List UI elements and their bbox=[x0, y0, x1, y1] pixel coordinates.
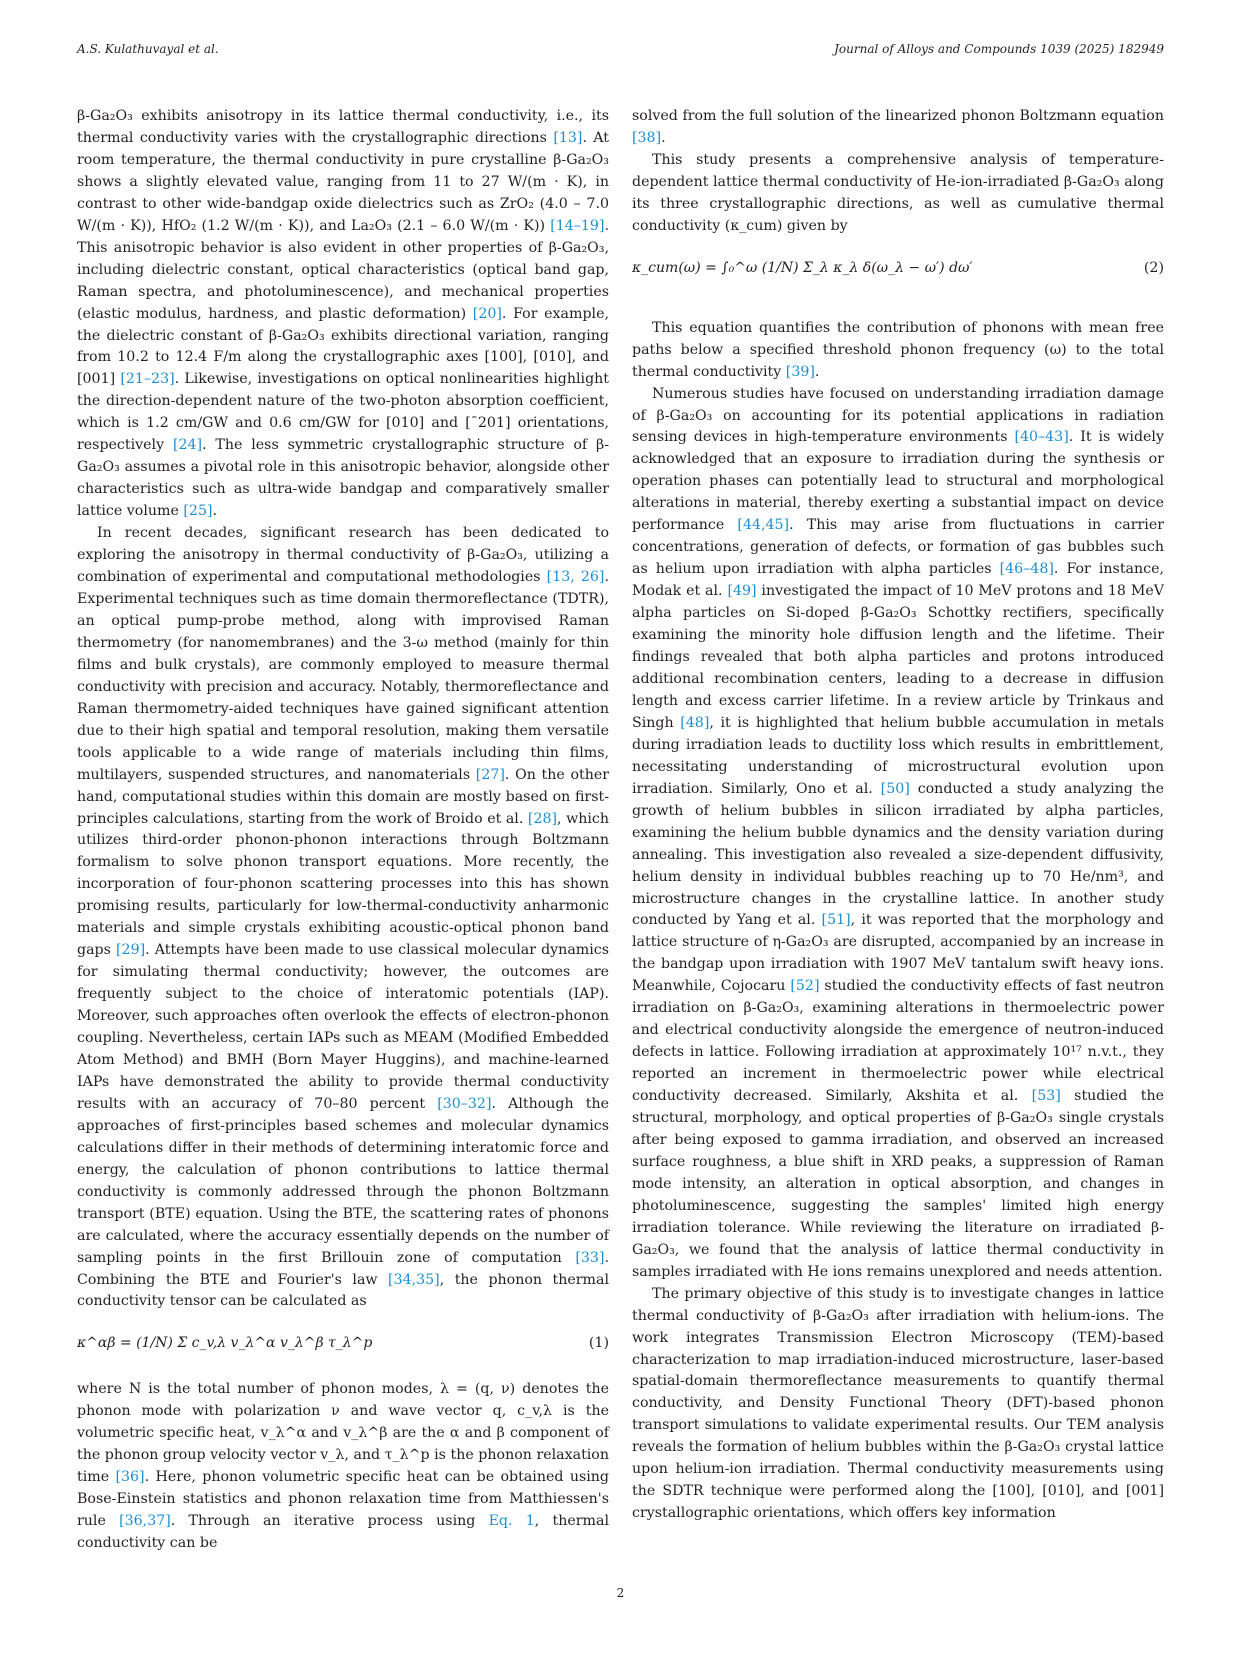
citation-link[interactable]: [50] bbox=[880, 780, 910, 797]
citation-link[interactable]: [39] bbox=[785, 363, 815, 380]
left-paragraph-1: β-Ga₂O₃ exhibits anisotropy in its lattice thermal conductivity, i.e., its thermal conductivity varies with the crystallographic directions [13]. At room temperature, the thermal conductivity in pure crystalline β-Ga₂O₃ shows a slightly elevated value, ranging from 11 to 27 W/(m · K), in contrast to other wide-bandgap oxide dielectrics such as ZrO₂ (4.0 – 7.0 W/(m · K)), HfO₂ (1.2 W/(m · K)), and La₂O₃ (2.1 – 6.0 W/(m · K)) [14–19]. This anisotropic behavior is also evident in other properties of β-Ga₂O₃, including dielectric constant, optical characteristics (optical band gap, Raman spectra, and photoluminescence), and mechanical properties (elastic modulus, hardness, and plastic deformation) [20]. For example, the dielectric constant of β-Ga₂O₃ exhibits directional variation, ranging from 10.2 to 12.4 F/m along the crystallographic axes [100], [010], and [001] [21–23]. Likewise, investigations on optical nonlinearities highlight the direction-dependent nature of the two-photon absorption coefficient, which is 1.2 cm/GW and 0.6 cm/GW for [010] and [¯201] orientations, respectively [24]. The less symmetric crystallographic structure of β-Ga₂O₃ assumes a pivotal role in this anisotropic behavior, alongside other characteristics such as ultra-wide bandgap and comparatively smaller lattice volume [25]. bbox=[77, 108, 610, 520]
citation-link[interactable]: [44,45] bbox=[737, 517, 790, 534]
equation-2-expression: κ_cum(ω) = ∫₀^ω (1/N) Σ_λ κ_λ δ(ω_λ − ω′) dω′ bbox=[632, 259, 973, 276]
citation-link[interactable]: [51] bbox=[821, 912, 851, 929]
citation-link[interactable]: [14–19] bbox=[550, 217, 605, 234]
citation-link[interactable]: [13, 26] bbox=[546, 569, 605, 586]
citation-link[interactable]: [24] bbox=[172, 437, 203, 454]
citation-link[interactable]: [46–48] bbox=[999, 561, 1054, 578]
citation-link[interactable]: [53] bbox=[1031, 1088, 1061, 1105]
header-authors: A.S. Kulathuvayal et al. bbox=[77, 42, 219, 56]
citation-link[interactable]: [20] bbox=[472, 305, 502, 322]
citation-link[interactable]: [49] bbox=[727, 583, 757, 600]
citation-link[interactable]: [33] bbox=[575, 1249, 605, 1266]
citation-link[interactable]: [29] bbox=[116, 942, 146, 959]
page-number: 2 bbox=[616, 1586, 625, 1600]
left-paragraph-3: where N is the total number of phonon modes, λ = (q, ν) denotes the phonon mode with polarization ν and wave vector q, c_v,λ is the volumetric specific heat, v_λ^α and v_λ^β are the α and β component of the phonon group velocity vector v_λ, and τ_λ^p is the phonon relaxation time [36]. Here, phonon volumetric specific heat can be obtained using Bose-Einstein statistics and phonon relaxation time from Matthiessen's rule [36,37]. Through an iterative process using Eq. 1, thermal conductivity can be bbox=[77, 1381, 609, 1552]
citation-link[interactable]: [34,35] bbox=[388, 1271, 440, 1288]
left-paragraph-2: In recent decades, significant research has been dedicated to exploring the anisotropy in thermal conductivity of β-Ga₂O₃, utilizing a combination of experimental and computational methodologies [13, 26]. Experimental techniques such as time domain thermoreflectance (TDTR), an optical pump-probe method, along with improvised Raman thermometry (for nanomembranes) and the 3-ω method (mainly for thin films and bulk crystals), are commonly employed to measure thermal conductivity with precision and accuracy. Notably, thermoreflectance and Raman thermometry-aided techniques have gained significant attention due to their high spatial and temporal resolution, making them versatile tools applicable to a wide range of materials including thin films, multilayers, suspended structures, and nanomaterials [27]. On the other hand, computational studies within this domain are mostly based on first-principles calculations, starting from the work of Broido et al. [28], which utilizes third-order phonon-phonon interactions through Boltzmann formalism to solve phonon transport equations. More recently, the incorporation of four-phonon scattering processes into this has shown promising results, particularly for low-thermal-conductivity anharmonic materials and simple crystals exhibiting acoustic-optical phonon band gaps [29]. Attempts have been made to use classical molecular dynamics for simulating thermal conductivity; however, the outcomes are frequently subject to the choice of interatomic potentials (IAP). Moreover, such approaches often overlook the effects of electron-phonon coupling. Nevertheless, certain IAPs such as MEAM (Modified Embedded Atom Method) and BMH (Born Mayer Huggins), and machine-learned IAPs have demonstrated the ability to provide thermal conductivity results with an accuracy of 70–80 percent [30–32]. Although the approaches of first-principles based schemes and molecular dynamics calculations differ in their methods of determining interatomic force and energy, the calculation of phonon contributions to lattice thermal conductivity is commonly addressed through the phonon Boltzmann transport (BTE) equation. Using the BTE, the scattering rates of phonons are calculated, where the accuracy essentially depends on the number of sampling points in the first Brillouin zone of computation [33]. Combining the BTE and Fourier's law [34,35], the phonon thermal conductivity tensor can be calculated as bbox=[77, 525, 610, 1310]
citation-link[interactable]: [28] bbox=[527, 810, 558, 827]
right-paragraph-1: solved from the full solution of the linearized phonon Boltzmann equation [38]. bbox=[632, 108, 1164, 146]
right-column bbox=[632, 106, 1164, 1525]
equation-2-number: (2) bbox=[1143, 259, 1164, 276]
equation-2 bbox=[632, 252, 1164, 302]
running-header bbox=[77, 42, 1164, 62]
equation-1-number: (1) bbox=[588, 1335, 609, 1352]
citation-link[interactable]: Eq. 1 bbox=[488, 1513, 535, 1530]
left-column bbox=[77, 106, 609, 1555]
citation-link[interactable]: [27] bbox=[475, 766, 505, 783]
citation-link[interactable]: [38] bbox=[632, 129, 662, 146]
header-journal: Journal of Alloys and Compounds 1039 (2025) 182949 bbox=[834, 42, 1164, 56]
citation-link[interactable]: [36,37] bbox=[119, 1513, 171, 1530]
citation-link[interactable]: [48] bbox=[680, 714, 710, 731]
citation-link[interactable]: [36] bbox=[115, 1469, 145, 1486]
equation-1-expression: κ^αβ = (1/N) Σ c_v,λ v_λ^α v_λ^β τ_λ^p bbox=[77, 1335, 373, 1352]
citation-link[interactable]: [30–32] bbox=[437, 1095, 492, 1112]
citation-link[interactable]: [13] bbox=[553, 129, 583, 146]
right-paragraph-3: This equation quantifies the contribution of phonons with mean free paths below a specified threshold phonon frequency (ω) to the total thermal conductivity [39]. bbox=[632, 319, 1164, 380]
right-paragraph-4: Numerous studies have focused on understanding irradiation damage of β-Ga₂O₃ on accounting for its potential applications in radiation sensing devices in high-temperature environments [40–43]. It is widely acknowledged that an exposure to irradiation during the synthesis or operation phases can potentially lead to structural and morphological alterations in material, thereby exerting a substantial impact on device performance [44,45]. This may arise from fluctuations in carrier concentrations, generation of defects, or formation of gas bubbles such as helium upon irradiation with alpha particles [46–48]. For instance, Modak et al. [49] investigated the impact of 10 MeV protons and 18 MeV alpha particles on Si-doped β-Ga₂O₃ Schottky rectifiers, specifically examining the minority hole diffusion length and the lifetime. Their findings revealed that both alpha particles and protons introduced additional recombination centers, leading to a decrease in diffusion length and excess carrier lifetime. In a review article by Trinkaus and Singh [48], it is highlighted that helium bubble accumulation in metals during irradiation leads to ductility loss which results in embrittlement, necessitating understanding of microstructural evolution upon irradiation. Similarly, Ono et al. [50] conducted a study analyzing the growth of helium bubbles in silicon irradiated by alpha particles, examining the helium bubble dynamics and the density variation during annealing. This investigation also revealed a size-dependent diffusivity, helium density in individual bubbles reaching up to 70 He/nm³, and microstructure changes in the crystalline lattice. In another study conducted by Yang et al. [51], it was reported that the morphology and lattice structure of η-Ga₂O₃ are disrupted, accompanied by an increase in the bandgap upon irradiation with 1907 MeV tantalum swift heavy ions. Meanwhile, Cojocaru [52] studied the conductivity effects of fast neutron irradiation on β-Ga₂O₃, examining alterations in thermoelectric power and electrical conductivity alongside the emergence of neutron-induced defects in lattice. Following irradiation at approximately 10¹⁷ n.v.t., they reported an increment in thermoelectric power while electrical conductivity decreased. Similarly, Akshita et al. [53] studied the structural, morphology, and optical properties of β-Ga₂O₃ single crystals after being exposed to gamma irradiation, and observed an increased surface roughness, a blue shift in XRD peaks, a suppression of Raman mode intensity, an alteration in optical absorption, and changes in photoluminescence, suggesting the samples' limited high energy irradiation tolerance. While reviewing the literature on irradiated β-Ga₂O₃, we found that the analysis of lattice thermal conductivity in samples irradiated with He ions remains unexplored and needs attention. bbox=[632, 385, 1165, 1280]
citation-link[interactable]: [40–43] bbox=[1014, 429, 1069, 446]
right-paragraph-2: This study presents a comprehensive analysis of temperature-dependent lattice thermal conductivity of He-ion-irradiated β-Ga₂O₃ along its three crystallographic directions, as well as cumulative thermal conductivity (κ_cum) given by bbox=[632, 151, 1164, 234]
citation-link[interactable]: [52] bbox=[790, 978, 820, 995]
citation-link[interactable]: [21–23] bbox=[120, 371, 175, 388]
right-paragraph-5: The primary objective of this study is to investigate changes in lattice thermal conductivity of β-Ga₂O₃ after irradiation with helium-ions. The work integrates Transmission Electron Microscopy (TEM)-based characterization to map irradiation-induced microstructure, laser-based spatial-domain thermoreflectance measurements to quantify thermal conductivity, and Density Functional Theory (DFT)-based phonon transport simulations to validate experimental results. Our TEM analysis reveals the formation of helium bubbles within the β-Ga₂O₃ crystal lattice upon helium-ion irradiation. Thermal conductivity measurements using the SDTR technique were performed along the [100], [010], and [001] crystallographic orientations, which offers key information bbox=[632, 1285, 1164, 1522]
citation-link[interactable]: [25] bbox=[183, 503, 213, 520]
equation-1 bbox=[77, 1327, 609, 1363]
